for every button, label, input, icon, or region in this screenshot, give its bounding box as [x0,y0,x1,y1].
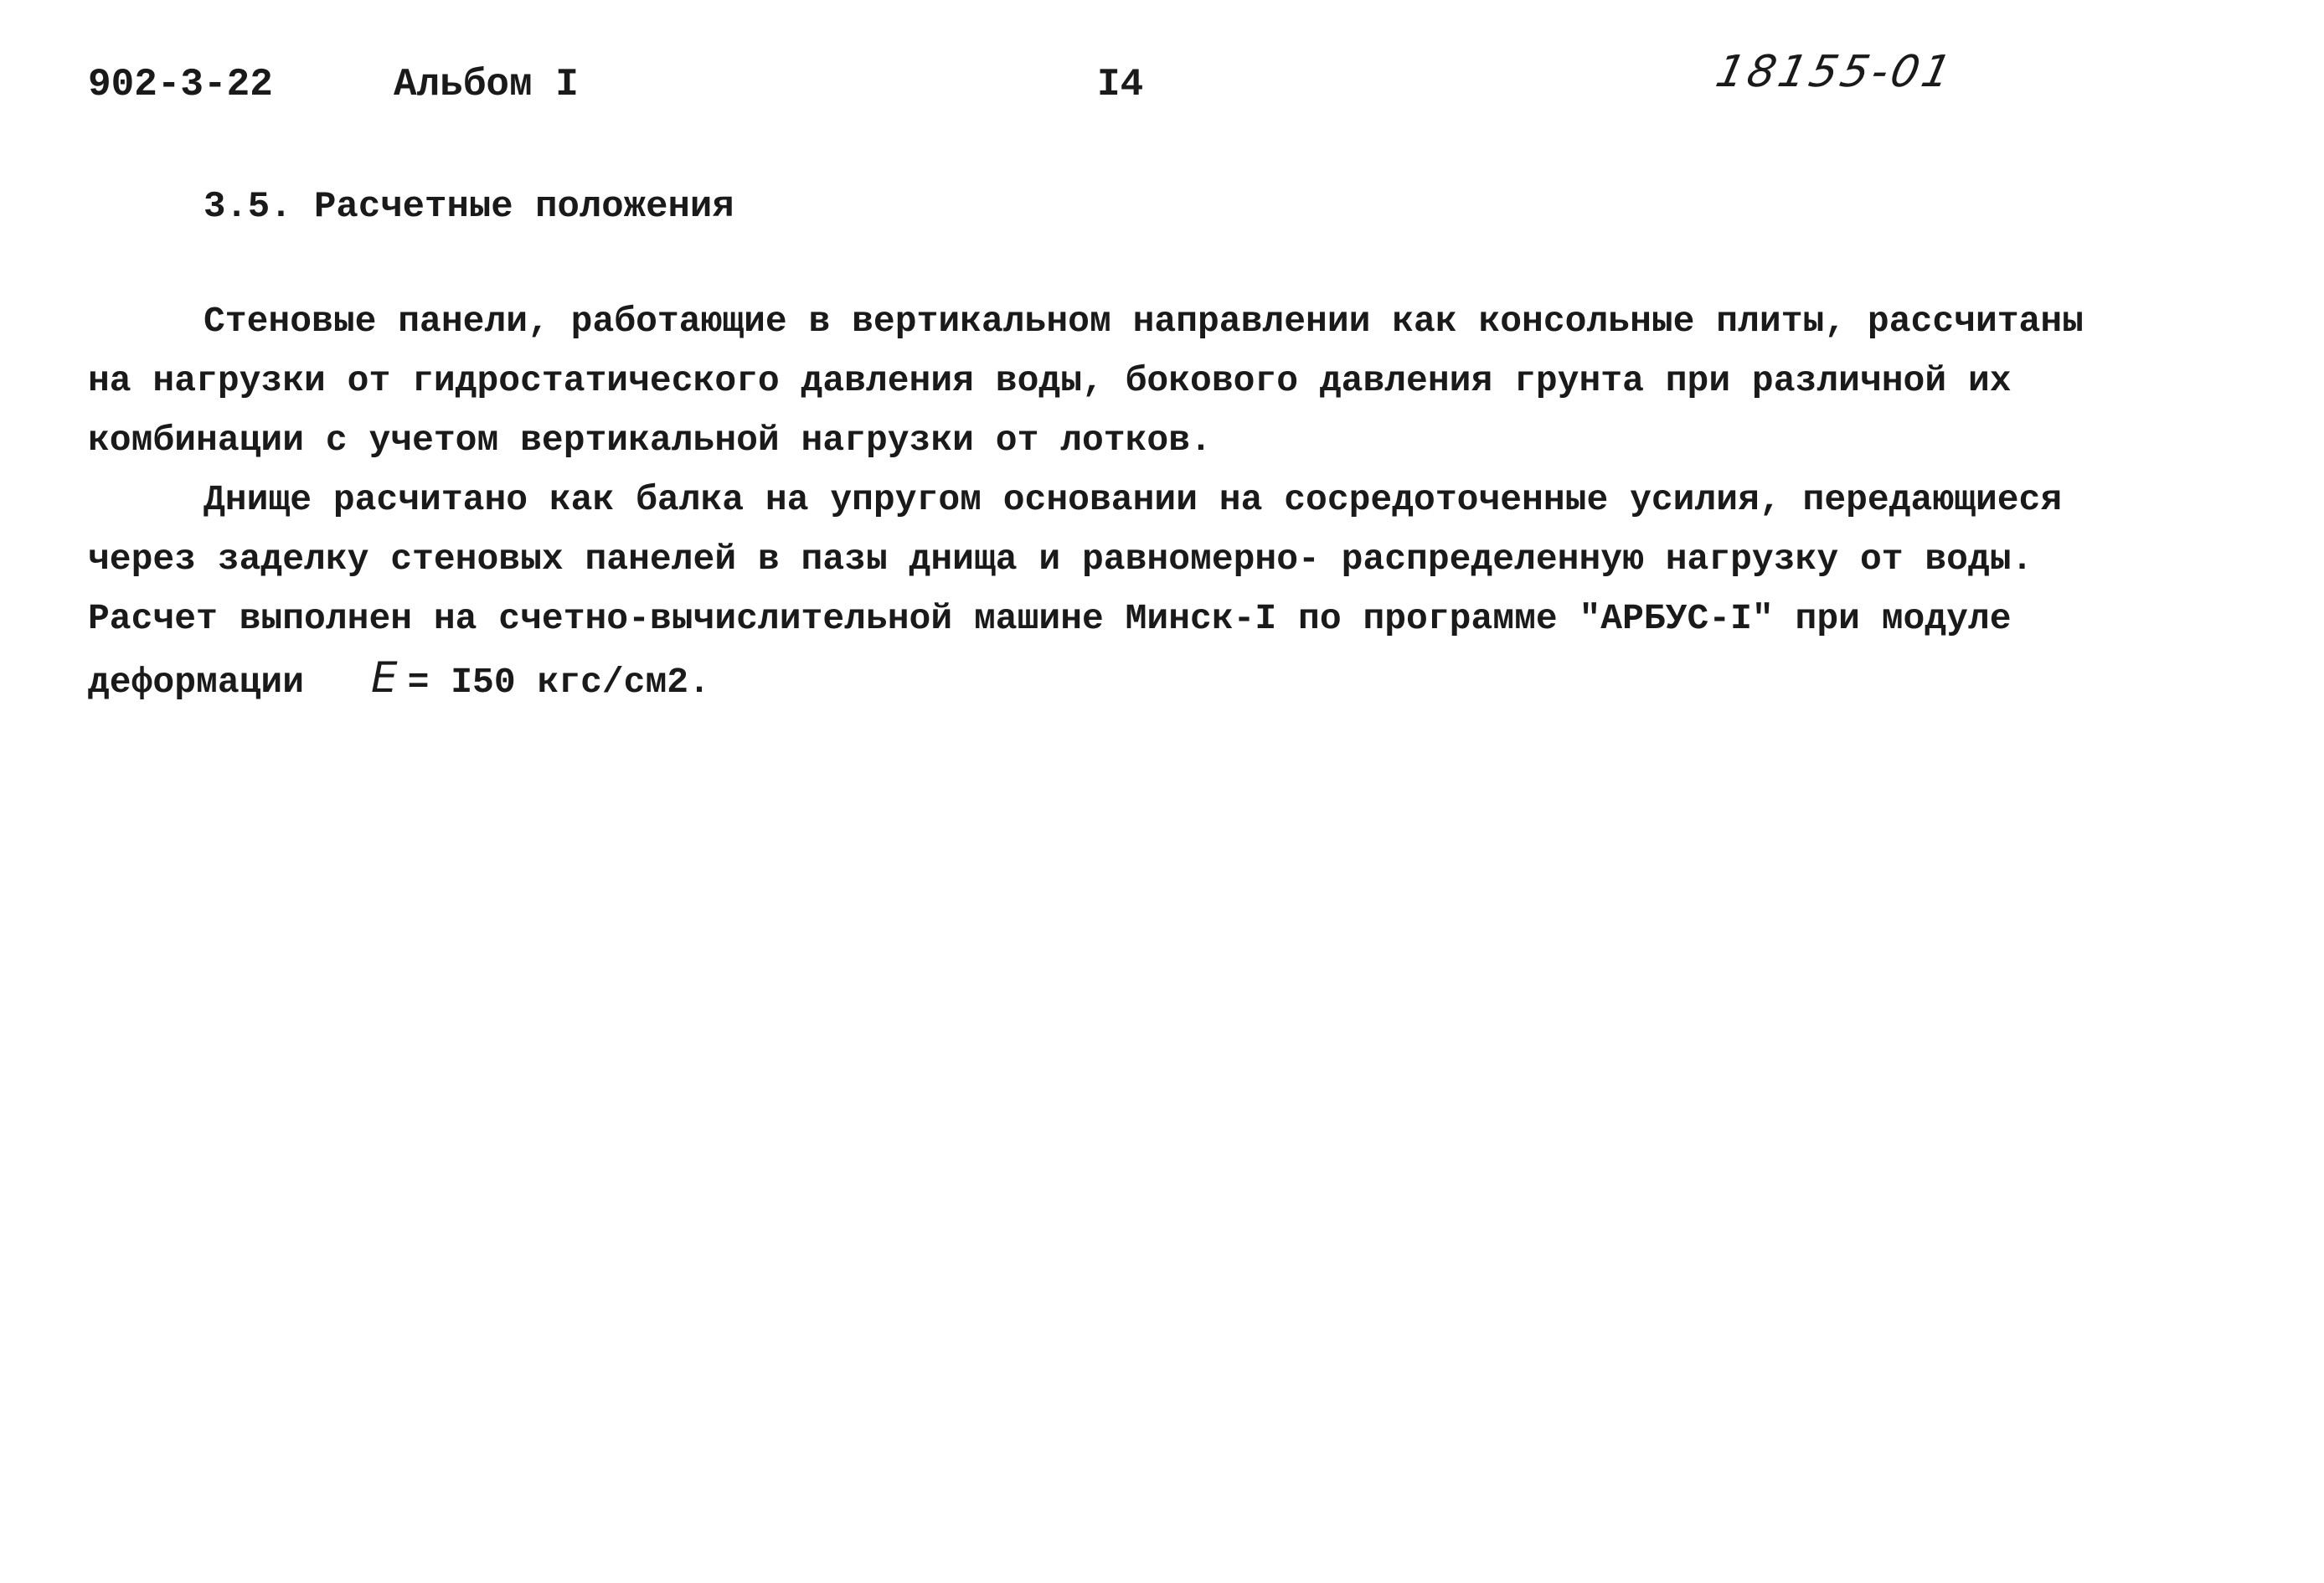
paragraph-1-line-2: на нагрузки от гидростатического давления воды, бокового давления грунта при различной их [88,360,2012,401]
paragraph-1-line-3: комбинации с учетом вертикальной нагрузки от лотков. [88,420,1212,461]
paragraph-2-line-2: через заделку стеновых панелей в пазы днища и равномерно- распределенную нагрузку от воды. [88,539,2033,580]
body-text [88,291,2257,708]
document-code: 902-3-22 [88,63,273,106]
paragraph-2-line-1: Днище расчитано как балка на упругом основании на сосредоточенные усилия, передающиеся [204,479,2063,520]
paragraph-2-line-4 [88,648,2257,708]
handwritten-number: 18155-01 [1711,47,1959,97]
modulus-symbol: E [371,653,398,702]
modulus-value: = I50 кгс/см2. [407,662,710,703]
deformation-label: деформации [88,662,305,703]
section-title: 3.5. Расчетные положения [204,186,734,228]
album-label: Альбом I [394,63,579,106]
paragraph-2-line-3: Расчет выполнен на счетно-вычислительной машине Минск-I по программе "АРБУС-I" при модуле [88,598,2012,639]
page-number: I4 [1097,63,1144,106]
paragraph-1-line-1: Стеновые панели, работающие в вертикальном направлении как консольные плиты, рассчитаны [204,301,2084,342]
